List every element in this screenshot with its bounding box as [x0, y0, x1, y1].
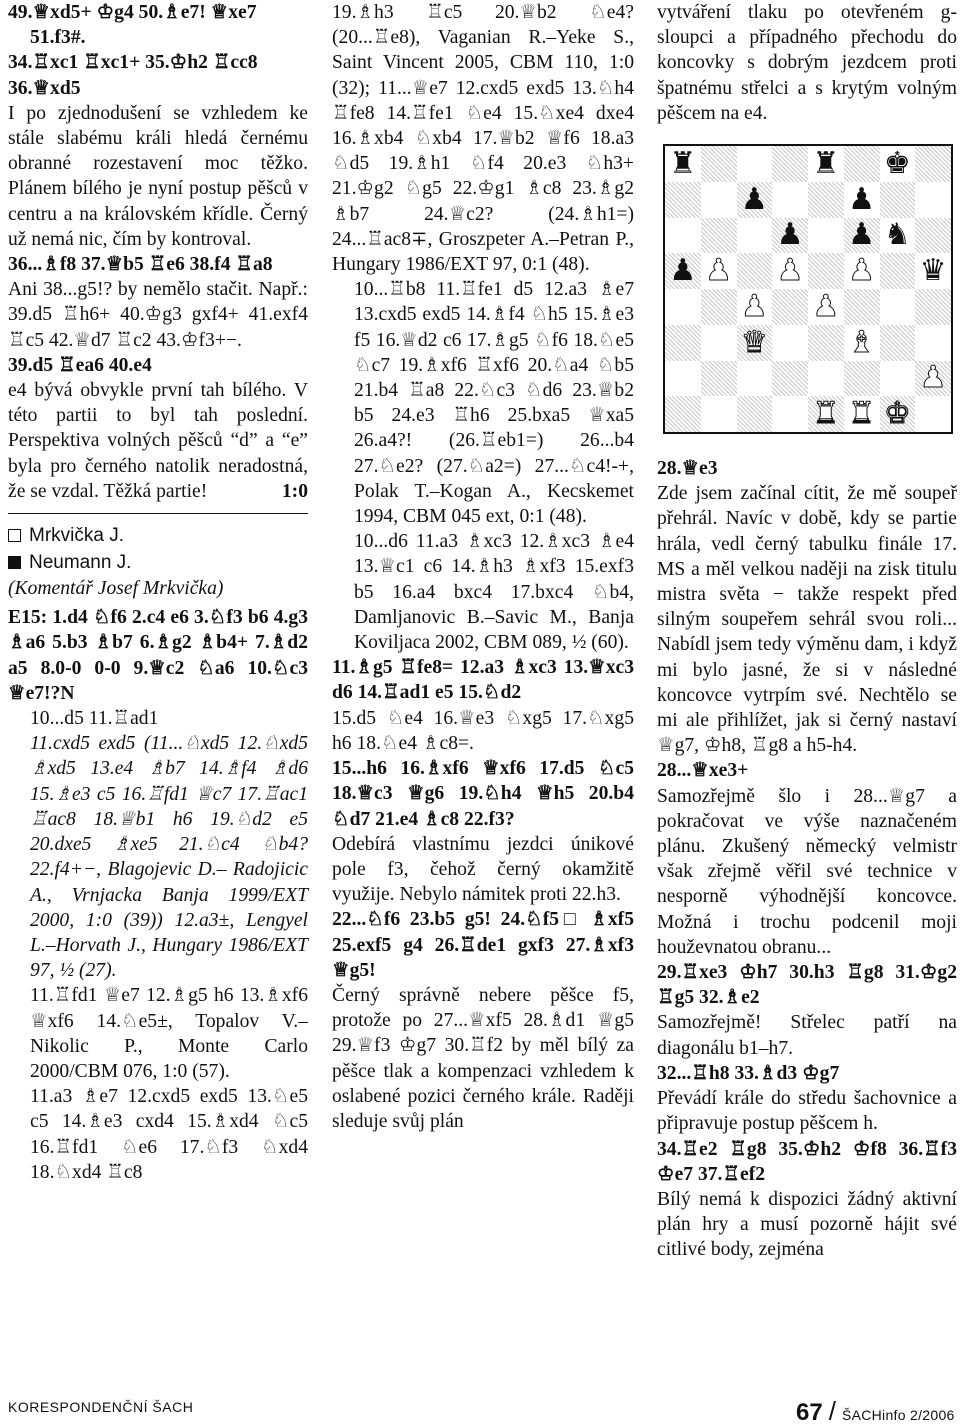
- chess-diagram: [663, 144, 953, 434]
- chess-piece: ♚: [880, 396, 916, 432]
- board-square: [808, 182, 844, 218]
- black-square-icon: [8, 556, 21, 569]
- chess-piece: ♛: [919, 253, 947, 289]
- main-line: 22...♘f6 23.b5 g5! 24.♘f5□ ♗xf5 25.exf5 g4 26.♖de1 gxf3 27.♗xf3 ♕g5!: [332, 909, 634, 981]
- annotator: (Komentář Josef Mrkvička): [8, 578, 224, 600]
- divider: [8, 513, 308, 514]
- board-square: [737, 218, 773, 254]
- commentary: Převádí krále do středu šachovnice a připravuje postup pěšcem h.: [657, 1088, 957, 1135]
- board-square: [665, 289, 701, 325]
- main-line: 28...♕xe3+: [657, 760, 749, 782]
- board-square: [665, 182, 701, 218]
- board-square: [844, 146, 880, 182]
- commentary: Odebírá vlastnímu jezdci únikové pole f3, čehož černý okamžitě využije. Nebylo námitek proti 22.h3.: [332, 833, 634, 906]
- board-square: [808, 253, 844, 289]
- board-square: [844, 361, 880, 397]
- move-line: 36.♕xd5: [8, 77, 81, 99]
- move-line: 49.♕xd5+ ♔g4 50.♗e7! ♕xe7: [8, 2, 257, 23]
- move-line: 36...♗f8 37.♕b5 ♖e6 38.f4 ♖a8: [8, 254, 273, 276]
- board-square: [665, 218, 701, 254]
- chess-piece: ♟: [740, 288, 768, 324]
- board-square: [844, 289, 880, 325]
- magazine-title: ŠACHinfo 2/2006: [841, 1407, 955, 1423]
- page-footer: [796, 1396, 955, 1427]
- board-square: [701, 182, 737, 218]
- board-square: [737, 146, 773, 182]
- board-square: [880, 325, 916, 361]
- main-line: 34.♖e2 ♖g8 35.♔h2 ♔f8 36.♖f3 ♔e7 37.♖ef2: [657, 1138, 957, 1185]
- black-player-name: Neumann J.: [29, 552, 132, 574]
- white-square-icon: [8, 529, 21, 542]
- chess-piece: ♟: [737, 182, 773, 218]
- column-left: [8, 0, 308, 1185]
- board-square: [701, 146, 737, 182]
- chess-piece: ♟: [776, 253, 804, 289]
- chess-piece: ♝: [848, 324, 876, 360]
- white-player-name: Mrkvička J.: [29, 525, 124, 547]
- board-square: [737, 253, 773, 289]
- board-square: [737, 361, 773, 397]
- main-line: 29.♖xe3 ♔h7 30.h3 ♖g8 31.♔g2 ♖g5 32.♗e2: [657, 962, 957, 1009]
- board-square: [665, 361, 701, 397]
- chess-piece: ♜: [848, 396, 876, 432]
- main-line: E15: 1.d4 ♘f6 2.c4 e6 3.♘f3 b6 4.g3 ♗a6 5.b3 ♗b7 6.♗g2 ♗b4+ 7.♗d2 a5 8.0-0 0-0 9.♕c2 ♘a6 10.♘c3 ♕e7!?N: [8, 607, 308, 704]
- board-square: [701, 396, 737, 432]
- main-line: 11.♗g5 ♖fe8= 12.a3 ♗xc3 13.♕xc3 d6 14.♖ad1 e5 15.♘d2: [332, 657, 634, 704]
- board-square: [915, 325, 951, 361]
- commentary: Samozřejmě šlo i 28...♕g7 a pokračovat ve výše naznačeném plánu. Zkušený německý velmistr však zřejmě věřil své technice v nesporně výhodnější koncovce. Možná i trochu podcenil moji houževnatou obranu...: [657, 785, 957, 958]
- board-square: [808, 218, 844, 254]
- chess-piece: ♚: [883, 145, 911, 181]
- board-square: [772, 325, 808, 361]
- commentary: Černý správně nebere pěšce f5, protože po 27...♕xf5 28.♗d1 ♕g5 29.♕f3 ♔g7 30.♖f2 by měl bílý za pěšce tlak a kompenzaci vzhledem k oslabené pozici černého krále. Raději sleduje svůj plán: [332, 984, 634, 1132]
- column-middle: [332, 0, 634, 1134]
- column-right: [657, 0, 957, 1263]
- board-square: [880, 253, 916, 289]
- variation: 10...d5 11.♖ad1: [30, 708, 159, 730]
- board-square: [772, 361, 808, 397]
- chess-piece: ♜: [669, 145, 697, 181]
- board-square: [701, 361, 737, 397]
- board-square: [701, 218, 737, 254]
- chess-piece: ♟: [848, 253, 876, 289]
- variation: 10...♖b8 11.♖fe1 d5 12.a3 ♗e7 13.cxd5 exd5 14.♗f4 ♘h5 15.♗e3 f5 16.♕d2 c6 17.♗g5 ♘f6 18.♘e5 ♘c7 19.♗xf6 ♖xf6 20.♘a4 ♘b5 21.b4 ♖a8 22.♘c3 ♘d6 23.♕b2 b5 24.e3 ♖h6 25.bxa5 ♕xa5 26.a4?! (26.♖eb1=) 26...b4 27.♘e2? (27.♘a2=) 27...♘c4!-+, Polak T.–Kogan A., Kecskemet 1994, CBM 045 ext, 0:1 (48).: [354, 279, 634, 528]
- board-square: [915, 182, 951, 218]
- board-square: [737, 396, 773, 432]
- move-line: 39.d5 ♖ea6 40.e4: [8, 354, 152, 376]
- commentary: Bílý nemá k dispozici žádný aktivní plán hry a musí pozorně hájit své citlivé body, zejména: [657, 1188, 957, 1261]
- variation: 11.a3 ♗e7 12.cxd5 exd5 13.♘e5 c5 14.♗e3 cxd4 15.♗xd4 ♘c5 16.♖fd1 ♘e6 17.♘f3 ♘xd4 18.♘xd4 ♖c8: [30, 1086, 308, 1183]
- board-square: [665, 325, 701, 361]
- board-square: [772, 146, 808, 182]
- board-square: [915, 146, 951, 182]
- board-square: [915, 218, 951, 254]
- move-line: 34.♖xc1 ♖xc1+ 35.♔h2 ♖cc8: [8, 52, 258, 74]
- board-square: [880, 361, 916, 397]
- chess-piece: ♟: [848, 181, 876, 217]
- main-line: 28.♕e3: [657, 458, 718, 480]
- page-number: 67: [796, 1399, 823, 1426]
- chess-piece: ♟: [772, 218, 808, 254]
- variation: 19.♗h3 ♖c5 20.♕b2 ♘e4? (20...♖e8), Vaganian R.–Yeke S., Saint Vincent 2005, CBM 110, 1:0 (32); 11...♕e7 12.cxd5 exd5 13.♘h4 ♖fe8 14.♖fe1 ♘e4 15.♘xe4 dxe4 16.♗xb4 ♘xb4 17.♕b2 ♕f6 18.a3 ♘d5 19.♗h1 ♘f4 20.e3 ♘h3+ 21.♔g2 ♘g5 22.♔g1 ♗c8 23.♗g2 ♗b7 24.♕c2? (24.♗h1=) 24...♖ac8∓, Groszpeter A.–Petran P., Hungary 1986/EXT 97, 0:1 (48).: [332, 2, 634, 276]
- board-square: [701, 289, 737, 325]
- board-square: [880, 182, 916, 218]
- black-player: [8, 549, 308, 576]
- chess-piece: ♞: [883, 217, 911, 253]
- chess-piece: ♟: [705, 253, 733, 289]
- separator: /: [828, 1396, 836, 1426]
- commentary: Samozřejmě! Střelec patří na diagonálu b1–h7.: [657, 1012, 957, 1059]
- board-square: [880, 289, 916, 325]
- section-title: KORESPONDENČNÍ ŠACH: [8, 1399, 194, 1415]
- variation: 10...d6 11.a3 ♗xc3 12.♗xc3 ♗e4 13.♕c1 c6 14.♗h3 ♗xf3 15.exf3 b5 16.a4 bxc4 17.bxc4 ♘b4, Damljanovic B.–Savic M., Banja Koviljaca 2002, CBM 089, ½ (60).: [354, 531, 634, 654]
- white-player: [8, 522, 308, 549]
- chess-piece: ♟: [844, 218, 880, 254]
- main-line: 15...h6 16.♗xf6 ♕xf6 17.d5 ♘c5 18.♕c3 ♕g6 19.♘h4 ♕h5 20.b4 ♘d7 21.e4 ♗c8 22.f3?: [332, 758, 634, 830]
- chess-piece: ♜: [812, 145, 840, 181]
- chess-piece: ♟: [665, 253, 701, 289]
- variation: 11.♖fd1 ♕e7 12.♗g5 h6 13.♗xf6 ♕xf6 14.♘e5±, Topalov V.–Nikolic P., Monte Carlo 2000/CBM 076, 1:0 (57).: [30, 985, 308, 1082]
- commentary: [8, 378, 308, 504]
- board-square: [665, 396, 701, 432]
- board-square: [808, 325, 844, 361]
- board-square: [915, 396, 951, 432]
- chess-piece: ♜: [808, 396, 844, 432]
- board-square: [915, 289, 951, 325]
- commentary: I po zjednodušení se vzhledem ke stále slabému králi hledá černému obranné rozestavení moc těžko. Plánem bílého je nyní postup pěšců v centru a na královském křídle. Černý už nemá nic, čím by kontroval.: [8, 102, 308, 250]
- commentary: Ani 38...g5!? by nemělo stačit. Např.: 39.d5 ♖h6+ 40.♔g3 gxf4+ 41.exf4 ♖c5 42.♕d7 ♖c2 43.♔f3+−.: [8, 279, 308, 351]
- commentary: Zde jsem začínal cítit, že mě soupeř přehrál. Navíc v době, kdy se partie hrála, vedl černý tabulku finále 17. MS a měl velkou naději na zisk titulu mistra světa − takže respekt před silným soupeřem sehrál svou roli... Nabídl jsem tedy výměnu dam, i když mi bylo jasné, že si v následné koncovce vytrpím své. Nechtělo se mi ale přihlížet, jak si černý nastaví ♕g7, ♔h8, ♖g8 a h5-h4.: [657, 483, 957, 757]
- chess-piece: ♛: [737, 325, 773, 361]
- main-line: 32...♖h8 33.♗d3 ♔g7: [657, 1062, 840, 1084]
- commentary: vytváření tlaku po otevřeném g-sloupci a případného přechodu do koncovky s dobrým jezdcem proti špatnému střelci a s krytým volným pěšcem na e4.: [657, 2, 957, 124]
- board-square: [701, 325, 737, 361]
- chess-piece: ♟: [812, 288, 840, 324]
- game-result: 1:0: [281, 480, 308, 502]
- chess-piece: ♟: [915, 361, 951, 397]
- move-line: 51.f3#.: [30, 27, 86, 49]
- variation: 15.d5 ♘e4 16.♕e3 ♘xg5 17.♘xg5 h6 18.♘e4 ♗c8=.: [332, 707, 634, 754]
- board-square: [808, 361, 844, 397]
- commentary-text: e4 bývá obvykle první tah bílého. V této partii to byl tah poslední. Perspektiva volných pěšců “d” a “e” byla pro černého natolik neradostná, že se vzdal. Těžká partie!: [8, 380, 308, 502]
- board-square: [772, 396, 808, 432]
- variation: 11.cxd5 exd5 (11...♘xd5 12.♘xd5 ♗xd5 13.e4 ♗b7 14.♗f4 ♗d6 15.♗e3 c5 16.♖fd1 ♕c7 17.♖ac1 ♖ac8 18.♕b1 h6 19.♘d2 e5 20.dxe5 ♗xe5 21.♘c4 ♘b4? 22.f4+−, Blagojevic D.– Radojicic A., Vrnjacka Banja 1999/EXT 2000, 1:0 (39)) 12.a3±, Lengyel L.–Horvath J., Hungary 1986/EXT 97, ½ (27).: [30, 733, 308, 982]
- board-square: [772, 289, 808, 325]
- board-square: [772, 182, 808, 218]
